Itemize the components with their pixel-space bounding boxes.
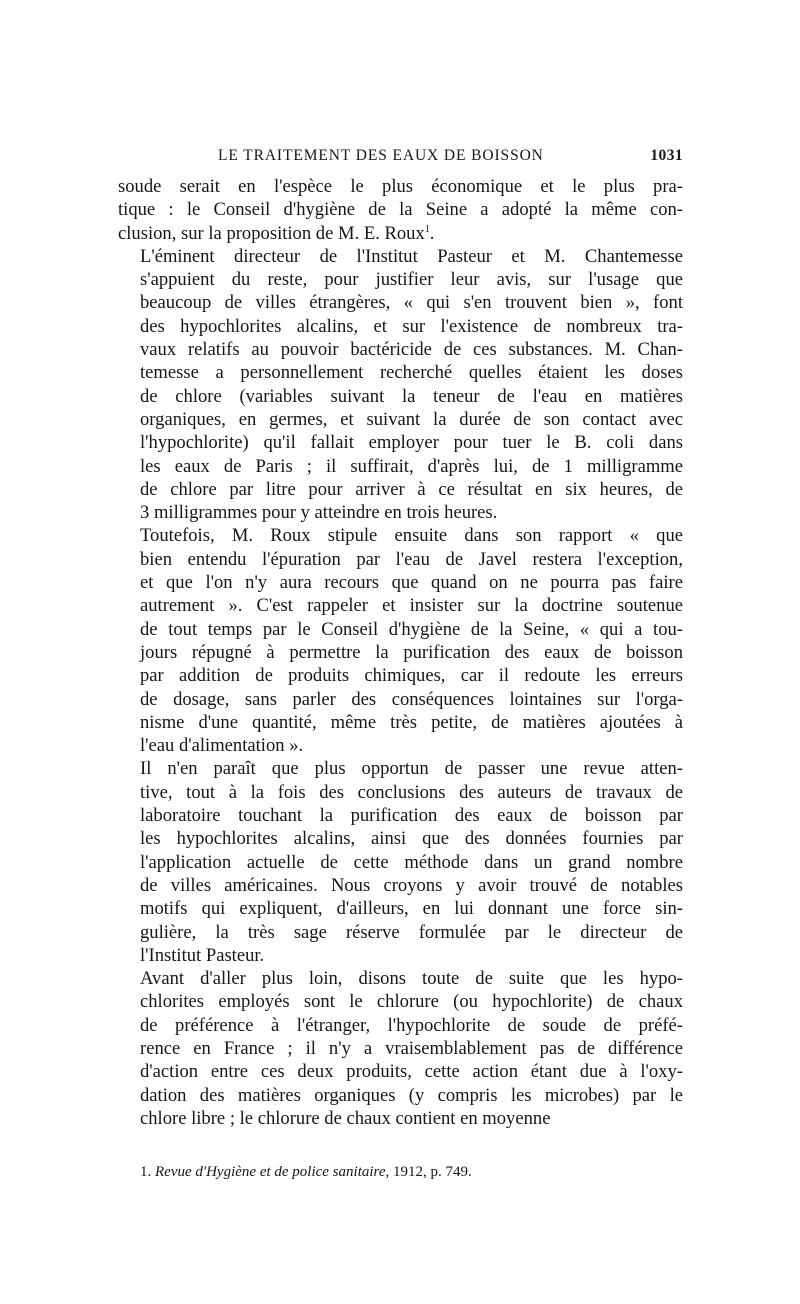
running-header (118, 143, 683, 169)
body-text (118, 175, 683, 1130)
text-line: l'eau d'alimentation ». (140, 735, 304, 757)
footnote-marker: 1 (424, 223, 430, 235)
footnote-number: 1. (140, 1164, 152, 1181)
footnote-journal-title: Revue d'Hygiène et de police sanitaire (155, 1164, 386, 1181)
text-line: de préférence à l'étranger, l'hypochlorite de soude de préfé- (140, 1014, 683, 1036)
text-line: 3 milligrammes pour y atteindre en trois heures. (140, 502, 498, 524)
text-line: motifs qui expliquent, d'ailleurs, en lui donnant une force sin- (140, 898, 683, 920)
text-line: organiques, en germes, et suivant la durée de son contact avec (140, 408, 683, 430)
paragraph (118, 967, 683, 1130)
text-line: bien entendu l'épuration par l'eau de Javel restera l'exception, (140, 548, 683, 570)
text-line: nisme d'une quantité, même très petite, de matières ajoutées à (140, 711, 683, 733)
text-line: L'éminent directeur de l'Institut Pasteur et M. Chantemesse (140, 245, 683, 267)
text-line: clusion, sur la proposition de M. E. Roux$^1$. (118, 222, 435, 244)
text-line: l'Institut Pasteur. (140, 944, 265, 966)
text-line: l'application actuelle de cette méthode dans un grand nombre (140, 851, 683, 873)
text-line: de dosage, sans parler des conséquences lointaines sur l'orga- (140, 688, 683, 710)
paragraph (118, 175, 683, 245)
text-line: laboratoire touchant la purification des eaux de boisson par (140, 805, 683, 827)
text-line: de chlore par litre pour arriver à ce résultat en six heures, de (140, 478, 683, 500)
text-line: autrement ». C'est rappeler et insister sur la doctrine soutenue (140, 595, 683, 617)
text-line: et que l'on n'y aura recours que quand on ne pourra pas faire (140, 572, 683, 594)
text-line: rence en France ; il n'y a vraisemblablement pas de différence (140, 1037, 683, 1059)
text-line: tive, tout à la fois des conclusions des auteurs de travaux de (140, 781, 683, 803)
paragraph (118, 524, 683, 757)
text-line: de tout temps par le Conseil d'hygiène de la Seine, « qui a tou- (140, 618, 683, 640)
text-line: s'appuient du reste, pour justifier leur avis, sur l'usage que (140, 269, 683, 291)
text-line: chlore libre ; le chlorure de chaux contient en moyenne (140, 1107, 551, 1129)
text-line: de villes américaines. Nous croyons y avoir trouvé de notables (140, 874, 683, 896)
text-line: Il n'en paraît que plus opportun de passer une revue atten- (140, 758, 683, 780)
text-line: d'action entre ces deux produits, cette action étant due à l'oxy- (140, 1061, 683, 1083)
text-line: chlorites employés sont le chlorure (ou hypochlorite) de chaux (140, 991, 683, 1013)
document-page (118, 143, 683, 1181)
paragraph (118, 245, 683, 525)
paragraph (118, 757, 683, 967)
text-line: Avant d'aller plus loin, disons toute de suite que les hypo- (140, 968, 683, 990)
text-line: de chlore (variables suivant la teneur de l'eau en matières (140, 385, 683, 407)
text-line: par addition de produits chimiques, car il redoute les erreurs (140, 665, 683, 687)
text-line: dation des matières organiques (y compris les microbes) par le (140, 1084, 683, 1106)
text-line: temesse a personnellement recherché quelles étaient les doses (140, 362, 683, 384)
footnote-citation: , 1912, p. 749. (385, 1164, 472, 1181)
text-line: l'hypochlorite) qu'il fallait employer pour tuer le B. coli dans (140, 432, 683, 454)
text-line: soude serait en l'espèce le plus économique et le plus pra- (118, 176, 683, 197)
text-line: gulière, la très sage réserve formulée par le directeur de (140, 921, 683, 943)
text-line: des hypochlorites alcalins, et sur l'existence de nombreux tra- (140, 315, 683, 337)
running-title: LE TRAITEMENT DES EAUX DE BOISSON (218, 147, 544, 164)
text-line: jours répugné à permettre la purification des eaux de boisson (140, 641, 683, 663)
text-line: beaucoup de villes étrangères, « qui s'en trouvent bien », font (140, 292, 683, 314)
text-line: les hypochlorites alcalins, ainsi que des données fournies par (140, 828, 683, 850)
text-line: les eaux de Paris ; il suffirait, d'après lui, de 1 milligramme (140, 455, 683, 477)
text-line: tique : le Conseil d'hygiène de la Seine a adopté la même con- (118, 199, 683, 221)
footnote (118, 1164, 683, 1181)
text-line: vaux relatifs au pouvoir bactéricide de ces substances. M. Chan- (140, 339, 683, 361)
page-number: 1031 (650, 147, 683, 164)
text-line: Toutefois, M. Roux stipule ensuite dans son rapport « que (140, 525, 683, 547)
